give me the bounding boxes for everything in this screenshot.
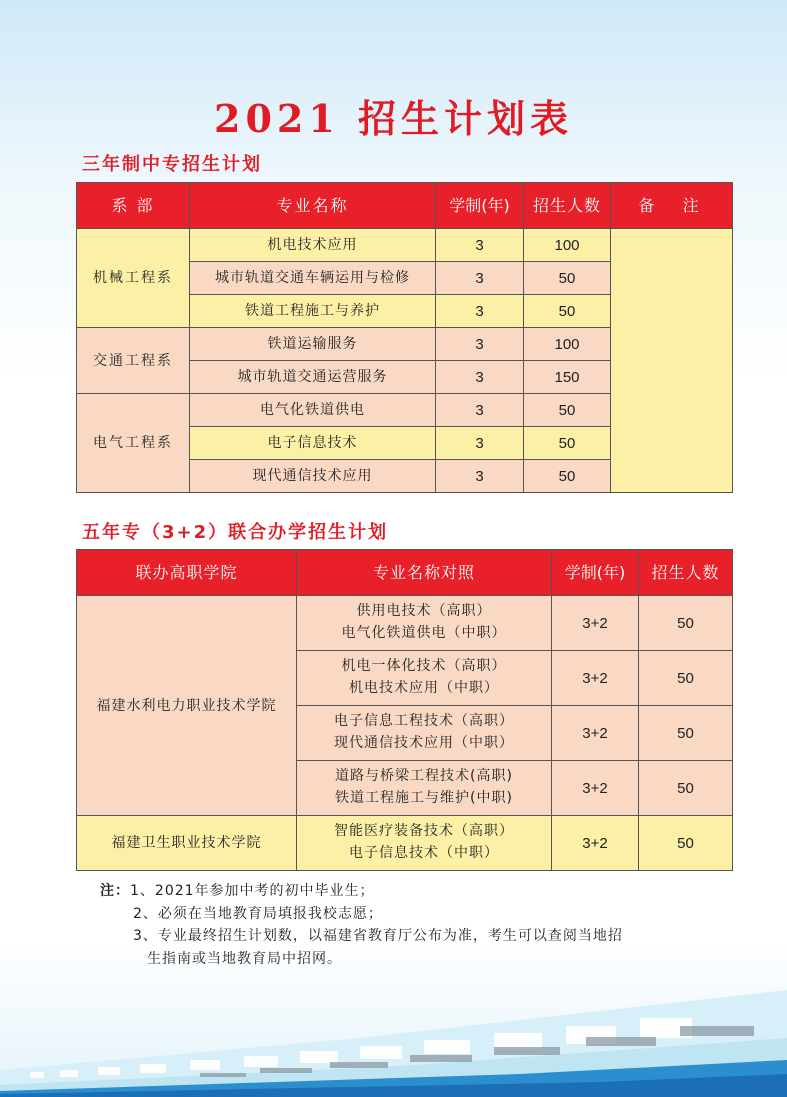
years-cell: 3 [436,361,524,394]
years-cell: 3 [436,262,524,295]
years-cell: 3+2 [552,706,639,761]
major-higher: 道路与桥梁工程技术(高职) [335,768,513,785]
major-higher: 电子信息工程技术（高职） [334,713,514,730]
count-cell: 50 [639,596,733,651]
major-mapping-cell [297,706,552,761]
count-cell: 50 [524,427,611,460]
note-item: 3、专业最终招生计划数，以福建省教育厅公布为准，考生可以查阅当地招 [133,928,623,944]
years-cell: 3+2 [552,651,639,706]
section2-title: 五年专（3+2）联合办学招生计划 [82,522,389,543]
count-cell: 50 [639,651,733,706]
major-mapping-cell [297,596,552,651]
years-cell: 3 [436,328,524,361]
header-major-mapping: 专业名称对照 [297,550,552,596]
section1-title: 三年制中专招生计划 [82,154,262,175]
note-item [100,880,623,903]
notes-label: 注： [100,883,130,899]
years-cell: 3 [436,460,524,493]
major-secondary: 电气化铁道供电（中职） [341,625,507,641]
school-cell: 福建卫生职业技术学院 [77,816,297,871]
header-dept: 系 部 [77,183,190,229]
major-cell: 铁道运输服务 [190,328,436,361]
count-cell: 50 [524,394,611,427]
count-cell: 50 [639,816,733,871]
table-row [77,229,733,262]
major-cell: 电子信息技术 [190,427,436,460]
page-title: 2021 招生计划表 [214,96,573,141]
years-cell: 3+2 [552,596,639,651]
dept-cell: 电气工程系 [77,394,190,493]
count-cell: 100 [524,328,611,361]
years-cell: 3+2 [552,761,639,816]
header-major: 专业名称 [190,183,436,229]
notes [100,880,623,970]
count-cell: 50 [524,262,611,295]
train-decoration [0,990,787,1097]
count-cell: 50 [639,706,733,761]
header-remarks: 备 注 [611,183,733,229]
count-cell: 50 [639,761,733,816]
major-secondary: 电子信息技术（中职） [349,845,499,861]
major-mapping-cell [297,816,552,871]
header-school: 联办高职学院 [77,550,297,596]
years-cell: 3 [436,427,524,460]
table-row [77,816,733,871]
note-item: 2、必须在当地教育局填报我校志愿； [133,905,383,922]
major-cell: 城市轨道交通运营服务 [190,361,436,394]
three-year-plan-table [76,182,733,493]
count-cell: 50 [524,460,611,493]
major-mapping-cell [297,651,552,706]
remarks-cell [611,229,733,493]
years-cell: 3 [436,394,524,427]
years-cell: 3 [436,229,524,262]
major-secondary: 铁道工程施工与维护(中职) [335,790,513,806]
major-cell: 机电技术应用 [190,229,436,262]
major-cell: 铁道工程施工与养护 [190,295,436,328]
header-count: 招生人数 [524,183,611,229]
years-cell: 3+2 [552,816,639,871]
major-cell: 现代通信技术应用 [190,460,436,493]
major-cell: 电气化铁道供电 [190,394,436,427]
header-years: 学制(年) [552,550,639,596]
major-higher: 供用电技术（高职） [356,603,492,620]
dept-cell: 交通工程系 [77,328,190,394]
major-secondary: 机电技术应用（中职） [349,680,499,696]
major-mapping-cell [297,761,552,816]
note-text: 1、2021年参加中考的初中毕业生； [130,883,375,899]
count-cell: 100 [524,229,611,262]
years-cell: 3 [436,295,524,328]
major-higher: 智能医疗装备技术（高职） [334,823,514,840]
major-higher: 机电一体化技术（高职） [341,658,507,675]
five-year-plan-table [76,549,733,871]
count-cell: 50 [524,295,611,328]
header-years: 学制(年) [436,183,524,229]
count-cell: 150 [524,361,611,394]
major-secondary: 现代通信技术应用（中职） [334,735,514,751]
header-count: 招生人数 [639,550,733,596]
dept-cell: 机械工程系 [77,229,190,328]
major-cell: 城市轨道交通车辆运用与检修 [190,262,436,295]
note-item: 生指南或当地教育局中招网。 [147,950,342,967]
table-row [77,596,733,651]
school-cell: 福建水利电力职业技术学院 [77,596,297,816]
